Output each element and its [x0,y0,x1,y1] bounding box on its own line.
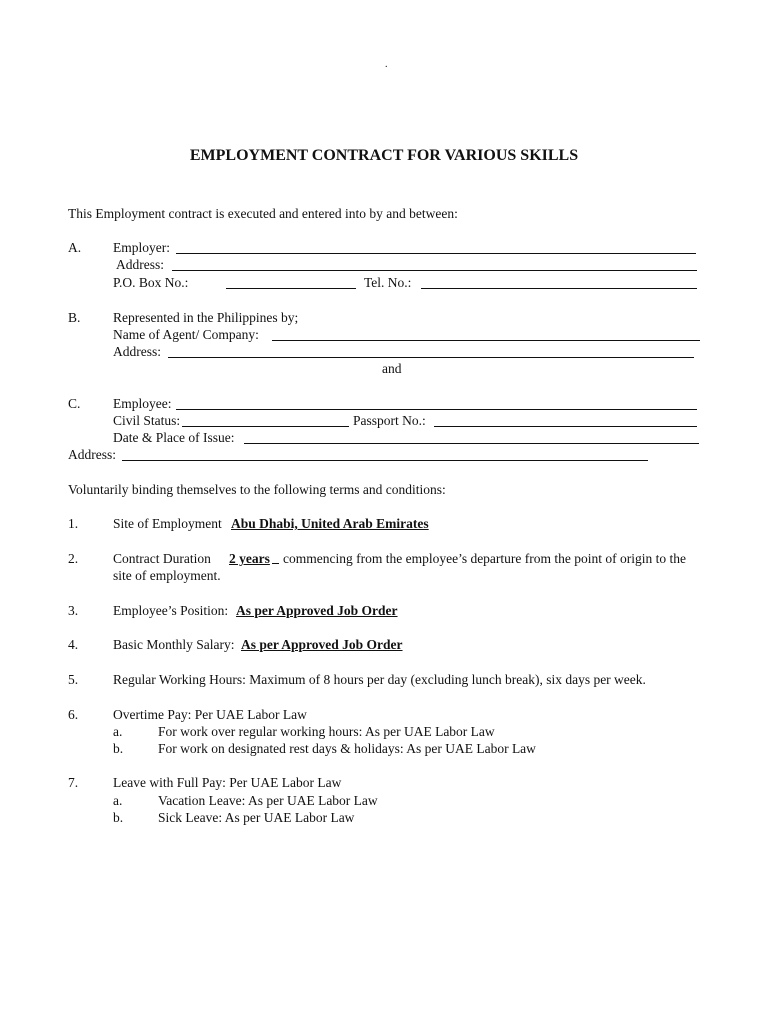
binding-text: Voluntarily binding themselves to the following terms and conditions: [68,482,446,497]
party-c-marker: C. [68,396,81,411]
agent-label: Name of Agent/ Company: [113,327,259,342]
page-title: EMPLOYMENT CONTRACT FOR VARIOUS SKILLS [189,147,579,164]
term-5-number: 5. [68,672,79,687]
term-1-value: Abu Dhabi, United Arab Emirates [231,516,429,531]
term-7-b-text: Sick Leave: As per UAE Labor Law [158,810,355,825]
term-6-a-text: For work over regular working hours: As per UAE Labor Law [158,724,495,739]
employer-address-field[interactable] [172,257,697,271]
term-7-text: Leave with Full Pay: Per UAE Labor Law [113,775,342,790]
term-2-label: Contract Duration [113,551,211,566]
employee-address-field[interactable] [122,447,648,461]
term-3-value: As per Approved Job Order [236,603,398,618]
and-text: and [382,361,402,376]
term-4-label: Basic Monthly Salary: [113,637,235,652]
term-6-a-marker: a. [113,724,123,739]
term-3-label: Employee’s Position: [113,603,229,618]
pobox-field[interactable] [226,275,356,289]
term-2-value: 2 years [229,551,270,566]
issue-label: Date & Place of Issue: [113,430,235,445]
term-7-a-marker: a. [113,793,123,808]
employee-label: Employee: [113,396,172,411]
term-3-number: 3. [68,603,79,618]
party-b-marker: B. [68,310,81,325]
employer-label: Employer: [113,240,170,255]
term-7-b-marker: b. [113,810,124,825]
term-5-text: Regular Working Hours: Maximum of 8 hours per day (excluding lunch break), six days per week. [113,672,646,687]
tel-label: Tel. No.: [364,275,412,290]
term-7-number: 7. [68,775,79,790]
employee-address-label: Address: [68,447,116,462]
term-6-text: Overtime Pay: Per UAE Labor Law [113,707,307,722]
employee-field[interactable] [176,396,697,410]
tel-field[interactable] [421,275,697,289]
term-4-value: As per Approved Job Order [241,637,403,652]
term-6-b-text: For work on designated rest days & holidays: As per UAE Labor Law [158,741,536,756]
party-a-marker: A. [68,240,82,255]
intro-text: This Employment contract is executed and entered into by and between: [68,206,458,221]
header-dot: . [385,59,388,70]
term-2-rest: commencing from the employee’s departure from the point of origin to the [283,551,687,566]
agent-address-field[interactable] [168,344,694,358]
term-7-a-text: Vacation Leave: As per UAE Labor Law [158,793,378,808]
term-1-label: Site of Employment [113,516,222,531]
agent-address-label: Address: [113,344,161,359]
civil-status-field[interactable] [182,413,349,427]
term-6-b-marker: b. [113,741,124,756]
represented-text: Represented in the Philippines by; [113,310,299,325]
term-2-rest-line2: site of employment. [113,568,221,583]
employer-field[interactable] [176,240,696,254]
agent-field[interactable] [272,327,700,341]
employer-address-label: Address: [116,257,164,272]
passport-label: Passport No.: [353,413,426,428]
term-2-value-underline-tail [272,550,279,564]
pobox-label: P.O. Box No.: [113,275,189,290]
term-2-number: 2. [68,551,79,566]
passport-field[interactable] [434,413,697,427]
term-1-number: 1. [68,516,79,531]
issue-field[interactable] [244,430,699,444]
term-4-number: 4. [68,637,79,652]
civil-status-label: Civil Status: [113,413,181,428]
term-6-number: 6. [68,707,79,722]
